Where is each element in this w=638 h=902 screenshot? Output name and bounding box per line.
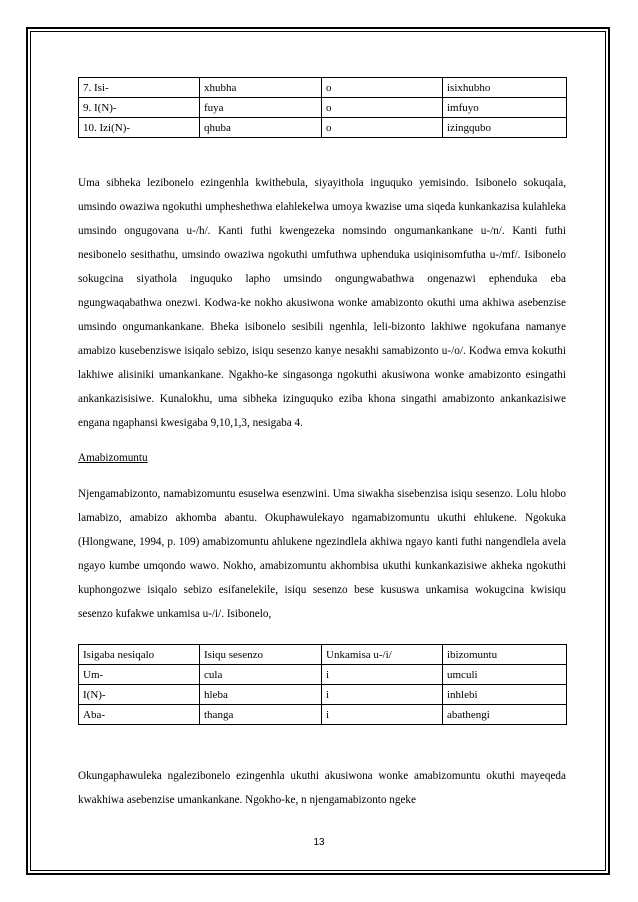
table-cell: inhlebi [443,685,567,705]
table-cell: fuya [200,98,322,118]
table-cell: izingqubo [443,118,567,138]
table-row [79,98,567,118]
table-cell: i [322,665,443,685]
table-header-cell: ibizomuntu [443,645,567,665]
table-cell: Aba- [79,705,200,725]
table-header-cell: Unkamisa u-/i/ [322,645,443,665]
body-paragraph-closing: Okungaphawuleka ngalezibonelo ezingenhla ukuthi akusiwona wonke amabizomuntu okuthi mayeqeda kwakhiwa asebenzise umankankane. Ngokho-ke, n njengamabizonto ngeke [78,770,566,806]
table-cell: xhubha [200,78,322,98]
example-table-amabizomuntu [78,644,567,725]
table-cell: imfuyo [443,98,567,118]
table-cell: Um- [79,665,200,685]
table-header-row [79,645,567,665]
table-cell: I(N)- [79,685,200,705]
page-content [78,77,566,806]
table-row [79,685,567,705]
page-number: 13 [313,837,325,848]
table-row [79,118,567,138]
table-row [79,78,567,98]
section-heading: Amabizomuntu [78,452,148,464]
table-cell: 9. I(N)- [79,98,200,118]
table-cell: o [322,118,443,138]
table-header-cell: Isigaba nesiqalo [79,645,200,665]
table-cell: hleba [200,685,322,705]
table-row [79,665,567,685]
table-cell: thanga [200,705,322,725]
table-cell: umculi [443,665,567,685]
table-header-cell: Isiqu sesenzo [200,645,322,665]
table-cell: o [322,98,443,118]
example-table-prefix-stems [78,77,567,138]
table-cell: cula [200,665,322,685]
table-cell: o [322,78,443,98]
table-cell: i [322,685,443,705]
body-paragraph-amabizomuntu: Njengamabizonto, namabizomuntu esuselwa esenzwini. Uma siwakha sisebenzisa isiqu sesenzo. Lolu hlobo lamabizo, amabizo akhomba abantu. Okuphawulekayo ngamabizomuntu ukuthi ehlukene. Ngokuka (Hlongwane, 1994, p. 109) amabizomuntu ahlukene ngezindlela akhiwa ngayo kanti futhi nangendlela avela ngayo kumbe umqondo wawo. Nokho, amabizomuntu akhombisa ukuthi kunkankazisiwe akheka ngokuthi kuphongozwe isiqalo sebizo esifanelekile, isiqu sesenzo bese kususwa unkamisa wokugcina kwisiqu sesenzo kufakwe unkamisa u-/i/. Isibonelo, [78,488,566,620]
body-paragraph-phonology: Uma sibheka lezibonelo ezingenhla kwithebula, siyayithola inguquko yemisindo. Isibonelo sokuqala, umsindo owaziwa ngokuthi umpheshethwa elahlekelwa umoya kwazise uma siqeda kunkankazisa kulahleka umsindo ongugovana u-/h/. Kanti futhi kwengezeka nomsindo ongumankankane u-/n/. Kanti futhi nesibonelo sesithathu, umsindo owaziwa ngokuthi umfuthwa uphenduka usiqinisomfutha u-/mf/. Isibonelo sokugcina siyathola inguquko lapho umsindo ongungwabathwa ongenazwi ephenduka eba ngungwaqabathwa onezwi. Kodwa-ke nokho akusiwona wonke amabizonto okuthi uma akhiwa asebenzise umsindo ongumankankane. Bheka isibonelo sesibili ngenhla, leli-bizonto lakhiwe ngokufana namanye amabizo kusebenziswe isiqalo sebizo, isiqu sesenzo kanye nesakhi samabizonto u-/o/. Kodwa emva kokuthi lakhiwe alisiniki umankankane. Ngakho-ke singasonga ngokuthi akusiwona wonke amabizonto esingathi ankankazisisiwe. Kunalokhu, uma sibheka izinguquko eziba khona singathi amabizonto ankankazisiwe engana ngaphansi kwesigaba 9,10,1,3, nesigaba 4. [78,177,566,429]
table-cell: qhuba [200,118,322,138]
table-cell: isixhubho [443,78,567,98]
table-cell: abathengi [443,705,567,725]
table-cell: i [322,705,443,725]
table-row [79,705,567,725]
table-cell: 7. Isi- [79,78,200,98]
table-cell: 10. Izi(N)- [79,118,200,138]
